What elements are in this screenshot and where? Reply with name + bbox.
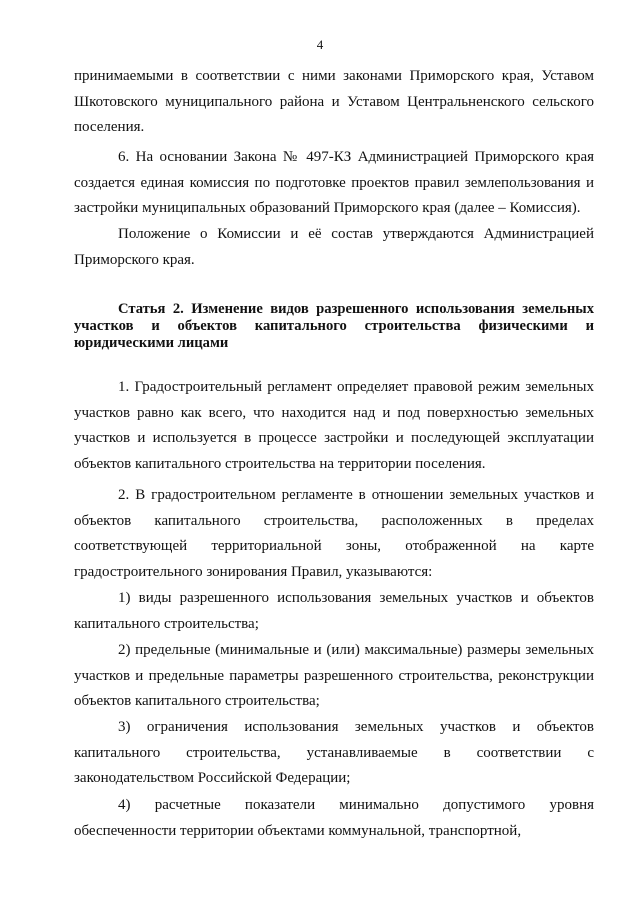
list-item-2: 2) предельные (минимальные и (или) максимальные) размеры земельных участков и предельные параметры разрешенного строительства, реконструкции объектов капитального строительства; — [74, 642, 594, 709]
list-item-3: 3) ограничения использования земельных участков и объектов капитального строительства, устанавливаемые в соответствии с законодательством Российской Федерации; — [74, 719, 594, 786]
paragraph-commission-regulation: Положение о Комиссии и её состав утверждаются Администрацией Приморского края. — [74, 226, 594, 268]
paragraph-continuation: принимаемыми в соответствии с ними законами Приморского края, Уставом Шкотовского муниципального района и Уставом Центральненского сельского поселения. — [74, 68, 594, 135]
page-number: 4 — [316, 37, 324, 52]
paragraph-item-6: 6. На основании Закона № 497-КЗ Администрацией Приморского края создается единая комиссия по подготовке проектов правил землепользования и застройки муниципальных образований Приморского края (далее – Комиссия). — [74, 149, 594, 216]
paragraph-item-2: 2. В градостроительном регламенте в отношении земельных участков и объектов капитального строительства, расположенных в пределах соответствующей территориальной зоны, отображенной на карте градостроительного зонирования Правил, указываются: — [74, 487, 594, 580]
article-2-heading: Статья 2. Изменение видов разрешенного использования земельных участков и объектов капитального строительства физическими и юридическими лицами — [74, 301, 594, 351]
paragraph-item-1: 1. Градостроительный регламент определяет правовой режим земельных участков равно как всего, что находится над и под поверхностью земельных участков и используется в процессе застройки и последующей эксплуатации объектов капитального строительства на территории поселения. — [74, 379, 594, 472]
list-item-4: 4) расчетные показатели минимально допустимого уровня обеспеченности территории объектами коммунальной, транспортной, — [74, 797, 594, 839]
list-item-1: 1) виды разрешенного использования земельных участков и объектов капитального строительства; — [74, 590, 594, 632]
